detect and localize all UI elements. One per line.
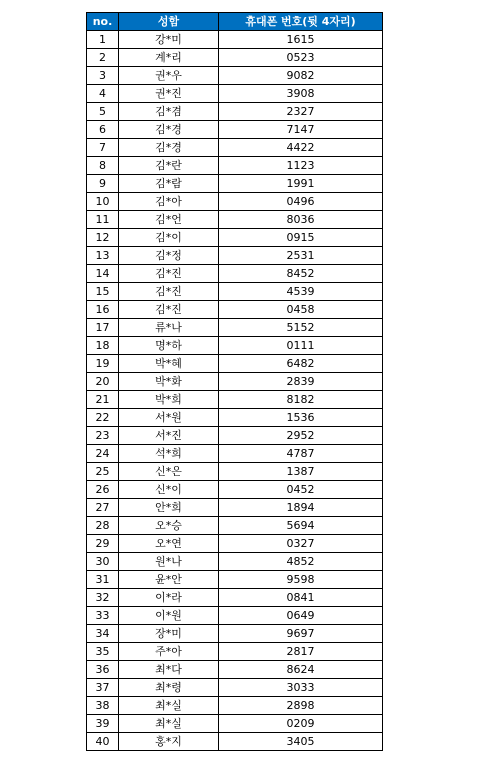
phone-cell: 0458	[219, 301, 383, 319]
phone-cell: 0452	[219, 481, 383, 499]
name-cell: 김*진	[119, 283, 219, 301]
phone-cell: 8036	[219, 211, 383, 229]
name-cell: 신*이	[119, 481, 219, 499]
table-row	[87, 85, 383, 103]
name-cell: 신*은	[119, 463, 219, 481]
name-cell: 김*란	[119, 157, 219, 175]
table-row	[87, 571, 383, 589]
row-number-cell: 27	[87, 499, 119, 517]
row-number-cell: 2	[87, 49, 119, 67]
name-cell: 이*원	[119, 607, 219, 625]
phone-cell: 9697	[219, 625, 383, 643]
header-name: 성함	[119, 13, 219, 31]
phone-cell: 9598	[219, 571, 383, 589]
phone-cell: 0841	[219, 589, 383, 607]
phone-cell: 0915	[219, 229, 383, 247]
table-row	[87, 733, 383, 751]
row-number-cell: 1	[87, 31, 119, 49]
table-row	[87, 643, 383, 661]
name-cell: 명*하	[119, 337, 219, 355]
phone-cell: 0496	[219, 193, 383, 211]
row-number-cell: 36	[87, 661, 119, 679]
table-row	[87, 139, 383, 157]
phone-cell: 7147	[219, 121, 383, 139]
table-row	[87, 175, 383, 193]
name-cell: 박*화	[119, 373, 219, 391]
table-row	[87, 409, 383, 427]
row-number-cell: 16	[87, 301, 119, 319]
row-number-cell: 40	[87, 733, 119, 751]
name-cell: 김*아	[119, 193, 219, 211]
phone-cell: 1991	[219, 175, 383, 193]
row-number-cell: 15	[87, 283, 119, 301]
name-cell: 김*이	[119, 229, 219, 247]
row-number-cell: 31	[87, 571, 119, 589]
table-row	[87, 463, 383, 481]
name-cell: 김*진	[119, 265, 219, 283]
table-row	[87, 607, 383, 625]
row-number-cell: 19	[87, 355, 119, 373]
phone-cell: 4539	[219, 283, 383, 301]
row-number-cell: 33	[87, 607, 119, 625]
name-cell: 권*진	[119, 85, 219, 103]
table-row	[87, 445, 383, 463]
row-number-cell: 26	[87, 481, 119, 499]
name-cell: 김*정	[119, 247, 219, 265]
name-cell: 홍*지	[119, 733, 219, 751]
phone-cell: 2898	[219, 697, 383, 715]
name-cell: 강*미	[119, 31, 219, 49]
row-number-cell: 21	[87, 391, 119, 409]
table-row	[87, 589, 383, 607]
name-cell: 안*희	[119, 499, 219, 517]
table-body	[87, 31, 383, 751]
row-number-cell: 5	[87, 103, 119, 121]
table-row	[87, 355, 383, 373]
row-number-cell: 23	[87, 427, 119, 445]
phone-cell: 8452	[219, 265, 383, 283]
name-cell: 김*람	[119, 175, 219, 193]
row-number-cell: 29	[87, 535, 119, 553]
phone-cell: 2327	[219, 103, 383, 121]
table-row	[87, 625, 383, 643]
row-number-cell: 14	[87, 265, 119, 283]
phone-cell: 0327	[219, 535, 383, 553]
name-cell: 계*리	[119, 49, 219, 67]
row-number-cell: 11	[87, 211, 119, 229]
name-cell: 최*실	[119, 715, 219, 733]
row-number-cell: 13	[87, 247, 119, 265]
table-row	[87, 211, 383, 229]
phone-cell: 0649	[219, 607, 383, 625]
name-cell: 박*희	[119, 391, 219, 409]
phone-cell: 4852	[219, 553, 383, 571]
phone-cell: 0111	[219, 337, 383, 355]
phone-cell: 1387	[219, 463, 383, 481]
row-number-cell: 39	[87, 715, 119, 733]
phone-cell: 2817	[219, 643, 383, 661]
phone-cell: 0523	[219, 49, 383, 67]
name-cell: 김*진	[119, 301, 219, 319]
table-row	[87, 31, 383, 49]
row-number-cell: 12	[87, 229, 119, 247]
row-number-cell: 9	[87, 175, 119, 193]
row-number-cell: 3	[87, 67, 119, 85]
name-cell: 석*희	[119, 445, 219, 463]
table-row	[87, 697, 383, 715]
row-number-cell: 6	[87, 121, 119, 139]
phone-cell: 2531	[219, 247, 383, 265]
table-row	[87, 301, 383, 319]
name-cell: 박*혜	[119, 355, 219, 373]
row-number-cell: 18	[87, 337, 119, 355]
name-cell: 최*다	[119, 661, 219, 679]
row-number-cell: 28	[87, 517, 119, 535]
table-row	[87, 193, 383, 211]
name-cell: 오*연	[119, 535, 219, 553]
table-row	[87, 283, 383, 301]
phone-cell: 1536	[219, 409, 383, 427]
table-row	[87, 157, 383, 175]
row-number-cell: 17	[87, 319, 119, 337]
table-row	[87, 427, 383, 445]
phone-cell: 4422	[219, 139, 383, 157]
phone-cell: 4787	[219, 445, 383, 463]
table-row	[87, 391, 383, 409]
table-row	[87, 481, 383, 499]
header-no: no.	[87, 13, 119, 31]
row-number-cell: 35	[87, 643, 119, 661]
table-row	[87, 103, 383, 121]
row-number-cell: 38	[87, 697, 119, 715]
row-number-cell: 7	[87, 139, 119, 157]
phone-cell: 5694	[219, 517, 383, 535]
name-cell: 원*나	[119, 553, 219, 571]
name-cell: 장*미	[119, 625, 219, 643]
name-cell: 주*아	[119, 643, 219, 661]
winners-table	[86, 12, 383, 751]
name-cell: 서*원	[119, 409, 219, 427]
name-cell: 최*실	[119, 697, 219, 715]
table-row	[87, 319, 383, 337]
phone-cell: 3405	[219, 733, 383, 751]
table-row	[87, 67, 383, 85]
table-row	[87, 661, 383, 679]
name-cell: 오*승	[119, 517, 219, 535]
table-row	[87, 517, 383, 535]
phone-cell: 0209	[219, 715, 383, 733]
row-number-cell: 25	[87, 463, 119, 481]
row-number-cell: 24	[87, 445, 119, 463]
phone-cell: 3033	[219, 679, 383, 697]
phone-cell: 9082	[219, 67, 383, 85]
phone-cell: 5152	[219, 319, 383, 337]
row-number-cell: 32	[87, 589, 119, 607]
table-row	[87, 499, 383, 517]
name-cell: 최*령	[119, 679, 219, 697]
row-number-cell: 4	[87, 85, 119, 103]
phone-cell: 2952	[219, 427, 383, 445]
table-row	[87, 229, 383, 247]
name-cell: 권*우	[119, 67, 219, 85]
table-row	[87, 49, 383, 67]
phone-cell: 1894	[219, 499, 383, 517]
row-number-cell: 34	[87, 625, 119, 643]
name-cell: 김*경	[119, 139, 219, 157]
header-row	[87, 13, 383, 31]
table-row	[87, 373, 383, 391]
row-number-cell: 37	[87, 679, 119, 697]
table-row	[87, 535, 383, 553]
table-row	[87, 553, 383, 571]
phone-cell: 1615	[219, 31, 383, 49]
row-number-cell: 20	[87, 373, 119, 391]
row-number-cell: 22	[87, 409, 119, 427]
table-row	[87, 715, 383, 733]
name-cell: 김*겸	[119, 103, 219, 121]
row-number-cell: 10	[87, 193, 119, 211]
name-cell: 이*라	[119, 589, 219, 607]
phone-cell: 3908	[219, 85, 383, 103]
name-cell: 김*경	[119, 121, 219, 139]
phone-cell: 1123	[219, 157, 383, 175]
row-number-cell: 8	[87, 157, 119, 175]
name-cell: 윤*안	[119, 571, 219, 589]
name-cell: 서*진	[119, 427, 219, 445]
table-row	[87, 121, 383, 139]
phone-cell: 8182	[219, 391, 383, 409]
name-cell: 류*나	[119, 319, 219, 337]
phone-cell: 6482	[219, 355, 383, 373]
table-row	[87, 679, 383, 697]
phone-cell: 8624	[219, 661, 383, 679]
row-number-cell: 30	[87, 553, 119, 571]
table-row	[87, 337, 383, 355]
header-phone: 휴대폰 번호(뒷 4자리)	[219, 13, 383, 31]
table-row	[87, 265, 383, 283]
table-row	[87, 247, 383, 265]
name-cell: 김*언	[119, 211, 219, 229]
phone-cell: 2839	[219, 373, 383, 391]
